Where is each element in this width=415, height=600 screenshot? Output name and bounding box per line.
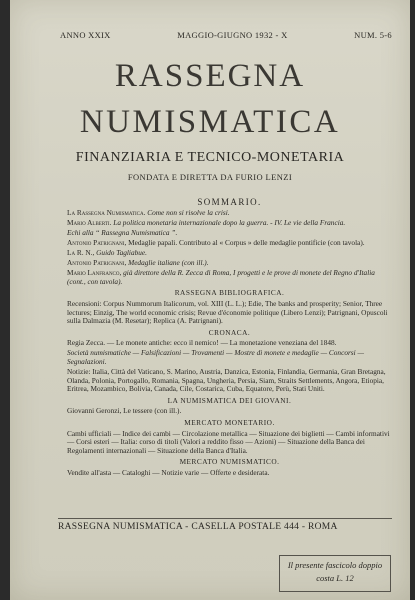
price-line-2: costa L. 12 xyxy=(316,573,354,583)
sommario-heading: SOMMARIO. xyxy=(197,197,262,207)
table-of-contents xyxy=(67,198,392,479)
section-heading-monetario: MERCATO MONETARIO. xyxy=(184,418,275,428)
bibliografica-text: Recensioni: Corpus Nummorum Italicorum, vol. XIII (L. L.); Edie, The banks and prosperity; Senior, Three lectures; Einzig, The world economic crisis; Revue d'économie politique (Libero Lenzi); Patrignani, Opuscoli sulla Dalmazia (M. Resetar); Replica (A. Patrignani). xyxy=(67,298,388,326)
title-rassegna: RASSEGNA xyxy=(114,58,306,94)
price-line-1: Il presente fascicolo doppio xyxy=(287,560,383,570)
section-heading-numismatico: MERCATO NUMISMATICO. xyxy=(179,457,280,467)
issue-number: NUM. 5-6 xyxy=(354,30,392,40)
cronaca-line: Regia Zecca. — Le monete antiche: ecco il nemico! — La monetazione veneziana del 1848. xyxy=(67,338,337,348)
subtitle: FINANZIARIA E TECNICO-MONETARIA xyxy=(75,150,345,165)
section-heading-cronaca: CRONACA. xyxy=(208,327,251,337)
section-heading-giovani: LA NUMISMATICA DEI GIOVANI. xyxy=(167,395,292,405)
magazine-cover xyxy=(10,0,410,600)
cronaca-line: Notizie: Italia, Città del Vaticano, S. Marino, Austria, Danzica, Estonia, Finlandia, Germania, Gran Bretagna, Olanda, Polonia, Portogallo, Romania, Spagna, Ungheria, Persia, Siam, Straits Settlements, Angora, Etiopia, Eritrea, Mozambico, Bolivia, Canada, Cile, Costarica, Cuba, Equatore, Perù, Stati Uniti. xyxy=(67,367,386,394)
toc-entry: Mario Lanfranco, già direttore della R. Zecca di Roma, I progetti e le prove di monete del Regno d'Italia (cont., con tavola). xyxy=(67,268,375,286)
issue-date: MAGGIO-GIUGNO 1932 - X xyxy=(177,30,288,40)
toc-entry: Antonio Patrignani, Medaglie papali. Contributo al « Corpus » delle medaglie pontificie (con tavola). xyxy=(67,237,365,247)
giovani-text: Giovanni Geronzi, Le tessere (con ill.). xyxy=(67,406,182,416)
issue-year: ANNO XXIX xyxy=(60,30,111,40)
monetario-text: Cambi ufficiali — Indice dei cambi — Circolazione metallica — Situazione dei biglietti — Cambi informativi — Corsi esteri — Italia: corso di titoli (Valori a reddito fisso — Azioni) — Situazione della Banca dei Regolamenti internazionali — Situazione della Banca d'Italia. xyxy=(67,428,390,455)
cronaca-line: Società numismatiche — Falsificazioni — Trovamenti — Mostre di monete e medaglie — Concorsi — Segnalazioni. xyxy=(67,348,364,366)
numismatico-text: Vendite all'asta — Cataloghi — Notizie varie — Offerte e desiderata. xyxy=(67,468,270,478)
toc-entry: Echi alla “ Rassegna Numismatica ”. xyxy=(67,227,178,237)
toc-entry: La R. N., Guido Tagliabue. xyxy=(67,247,147,257)
toc-entry: Antonio Patrignani, Medaglie italiane (con ill.). xyxy=(67,258,209,268)
price-stamp xyxy=(279,555,391,592)
title-numismatica: NUMISMATICA xyxy=(79,104,341,140)
section-heading-bibliografica: RASSEGNA BIBLIOGRAFICA. xyxy=(174,288,285,298)
toc-entry: La Rassegna Numismatica. Come non si risolve la crisi. xyxy=(67,207,230,217)
issue-header xyxy=(60,30,392,40)
toc-entry: Mario Alberti. La politica monetaria internazionale dopo la guerra. - IV. Le vie della Francia. xyxy=(67,217,346,227)
founder-line: FONDATA E DIRETTA DA FURIO LENZI xyxy=(127,172,293,182)
postal-address: RASSEGNA NUMISMATICA - CASELLA POSTALE 444 - ROMA xyxy=(58,518,392,532)
